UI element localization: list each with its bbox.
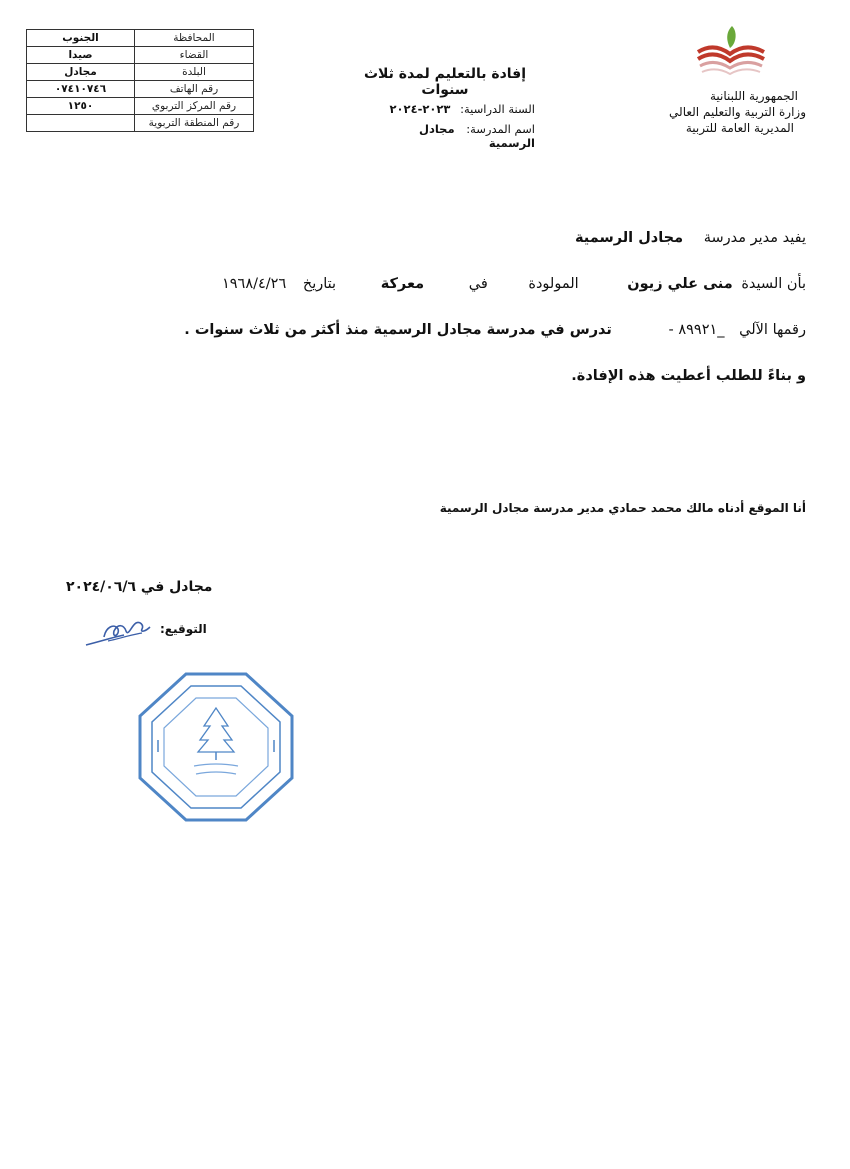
info-row: [27, 64, 254, 81]
ministry-logo-icon: [692, 22, 770, 80]
handwritten-signature: [84, 615, 156, 649]
info-label: البلدة: [135, 64, 254, 81]
ministry-header: [606, 88, 806, 136]
info-label: المحافظة: [135, 30, 254, 47]
document-title: إفادة بالتعليم لمدة ثلاث سنوات: [363, 66, 527, 98]
line2-date: ١٩٦٨/٤/٢٦: [221, 276, 287, 292]
info-table: [26, 29, 254, 132]
body-line-1: [575, 230, 806, 246]
line3-number: _٨٩٩٢١ -: [668, 322, 725, 338]
signature-label: التوقيع:: [160, 622, 207, 636]
info-label: القضاء: [135, 47, 254, 64]
line2-date-label: بتاريخ: [302, 276, 337, 292]
school-year-row: [370, 102, 535, 116]
line2-name: منى علي زيون: [627, 276, 733, 292]
school-name-label: اسم المدرسة:: [466, 122, 535, 136]
body-line-2: [222, 276, 806, 292]
line1-text: يفيد مدير مدرسة: [703, 230, 806, 246]
school-name-value: مجادل الرسمية: [418, 122, 535, 150]
school-name-row: [370, 122, 535, 150]
header-ministry: وزارة التربية والتعليم العالي: [669, 105, 806, 119]
line2-place: معركة: [380, 276, 425, 292]
undersigned-statement: أنا الموقع أدناه مالك محمد حمادي مدير مدرسة مجادل الرسمية: [439, 501, 806, 515]
line3-prefix: رقمها الآلي: [739, 322, 806, 338]
header-republic: الجمهورية اللبنانية: [709, 89, 798, 103]
info-row: [27, 98, 254, 115]
body-line-4: و بناءً للطلب أعطيت هذه الإفادة.: [571, 368, 806, 384]
info-value: مجادل: [27, 64, 135, 81]
place-date: مجادل في ٢٠٢٤/٠٦/٦: [66, 579, 213, 595]
info-row: [27, 30, 254, 47]
line2-in: في: [468, 276, 488, 292]
info-row: [27, 47, 254, 64]
info-row: [27, 81, 254, 98]
info-label: رقم الهاتف: [135, 81, 254, 98]
info-value: ٠٧٤١٠٧٤٦: [27, 81, 135, 98]
info-row: [27, 115, 254, 132]
body-line-3: [184, 322, 806, 338]
info-label: رقم المنطقة التربوية: [135, 115, 254, 132]
line3-text: تدرس في مدرسة مجادل الرسمية منذ أكثر من ثلاث سنوات .: [184, 322, 612, 338]
line2-prefix: بأن السيدة: [741, 276, 806, 292]
official-seal-stamp: [136, 670, 296, 822]
info-value: [27, 115, 135, 132]
school-year-value: ٢٠٢٣-٢٠٢٤: [389, 102, 451, 116]
line2-born: المولودة: [528, 276, 579, 292]
info-value: الجنوب: [27, 30, 135, 47]
line1-school: مجادل الرسمية: [575, 230, 684, 246]
header-directorate: المديرية العامة للتربية: [685, 121, 794, 135]
info-value: صيدا: [27, 47, 135, 64]
info-label: رقم المركز التربوي: [135, 98, 254, 115]
school-year-label: السنة الدراسية:: [460, 102, 535, 116]
info-value: ١٢٥٠: [27, 98, 135, 115]
